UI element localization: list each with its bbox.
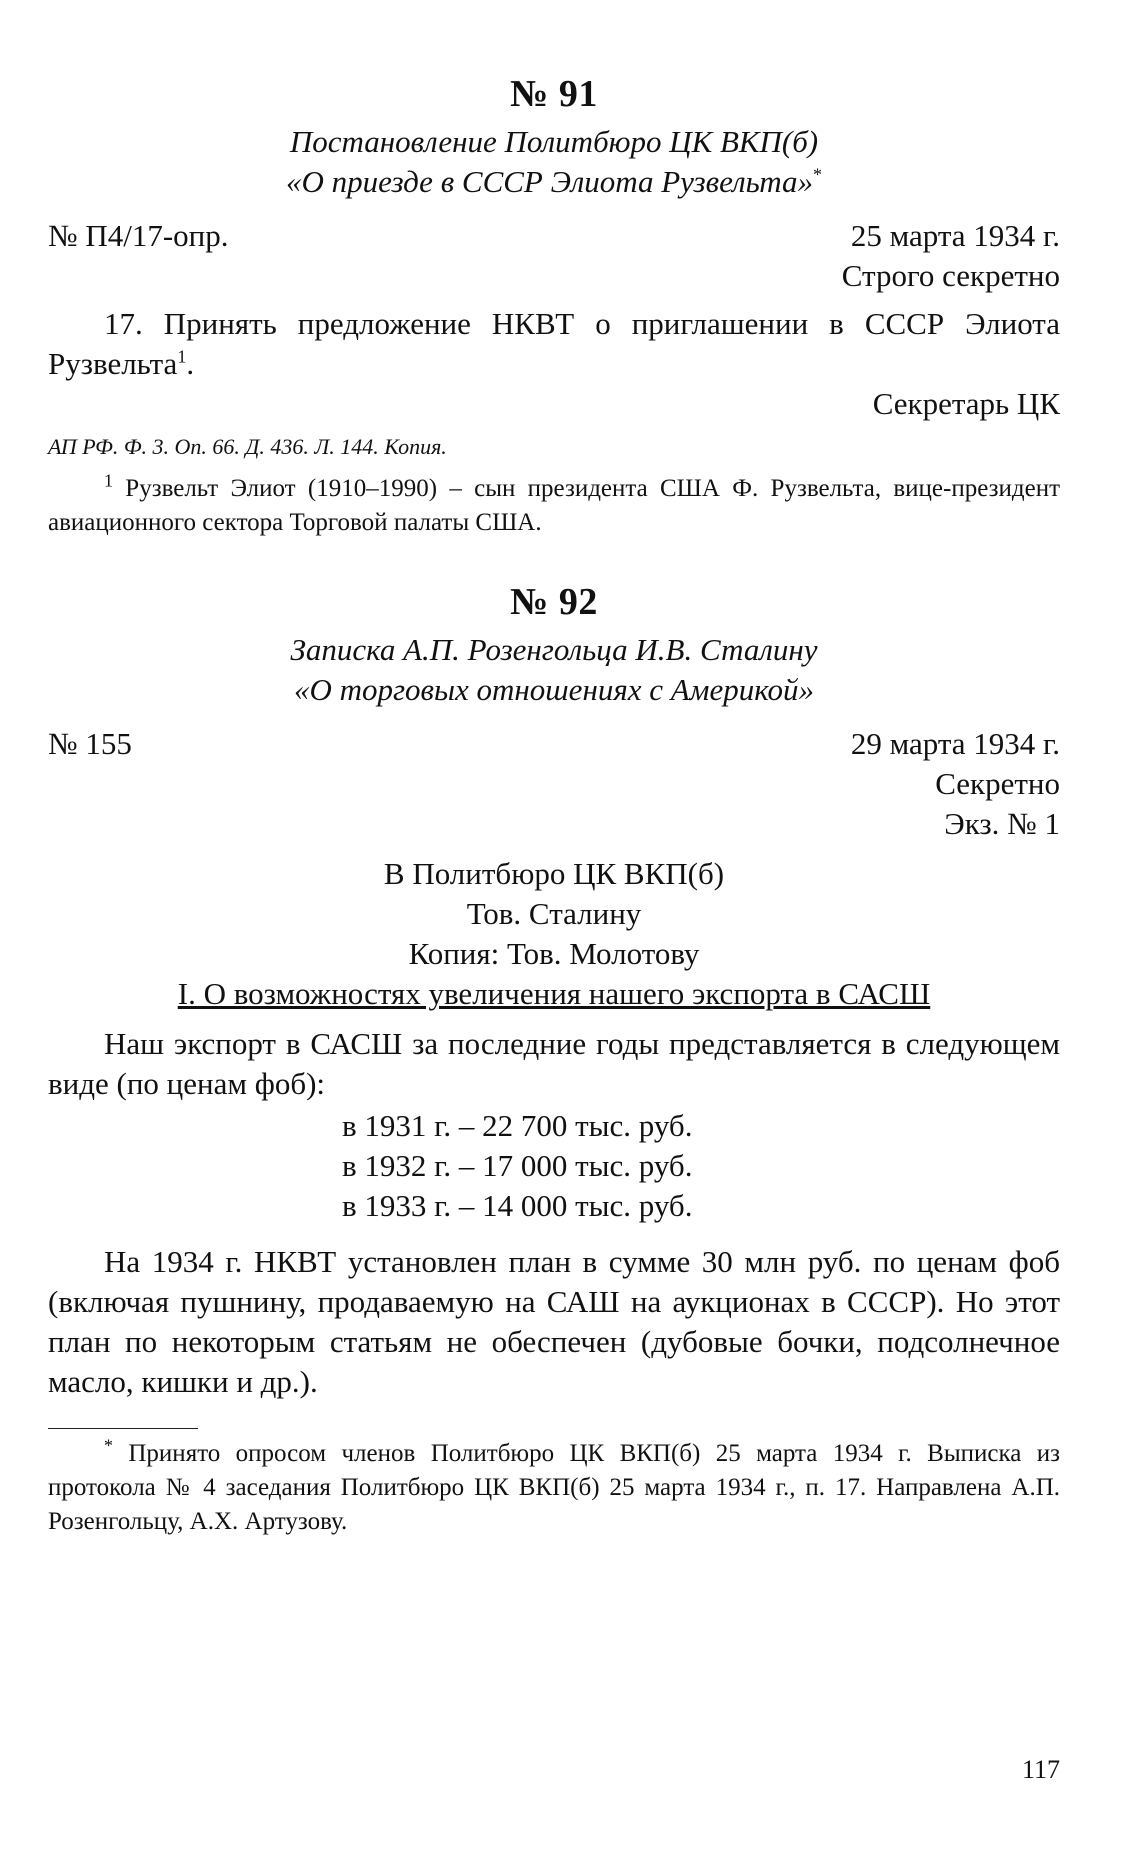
doc-92-addressee3: Копия: Тов. Молотову xyxy=(408,936,700,971)
doc-91-footnote-text: Рузвельт Элиот (1910–1990) – сын президента США Ф. Рузвельта, вице-президент авиационного сектора Торговой палаты США. xyxy=(48,475,1060,536)
doc-92-date: 29 марта 1934 г. xyxy=(850,726,1060,761)
doc-91-body-footnote-mark: 1 xyxy=(177,346,187,367)
document-page xyxy=(48,58,1060,1798)
section-heading-text: I. О возможностях увеличения нашего экспорта в САСШ xyxy=(177,976,931,1011)
doc-91-title xyxy=(48,122,1060,202)
doc-92-classification: Секретно xyxy=(935,766,1060,801)
doc-91-body-end: . xyxy=(186,346,195,381)
doc-91-footnote-mark: 1 xyxy=(104,470,113,491)
doc-92-meta xyxy=(48,724,1060,764)
footnote-divider xyxy=(48,1428,198,1429)
doc-91-title-text: «О приезде в СССР Элиота Рузвельта» xyxy=(285,164,814,199)
doc-92-title-line2: «О торговых отношениях с Америкой» xyxy=(293,672,815,707)
doc-91-body-text: 17. Принять предложение НКВТ о приглашении в СССР Элиота Рузвельта xyxy=(48,306,1060,381)
doc-91-meta xyxy=(48,216,1060,256)
doc-91-title-line2 xyxy=(48,162,1060,202)
doc-92-section-heading xyxy=(48,974,1060,1014)
doc-91-number: № 91 xyxy=(510,73,598,115)
doc-91-signature: Секретарь ЦК xyxy=(872,386,1060,421)
doc-92-ref: № 155 xyxy=(48,726,132,761)
doc-92-copy: Экз. № 1 xyxy=(944,806,1060,841)
doc-92-title xyxy=(48,630,1060,710)
doc-91-title-mark: * xyxy=(813,164,823,185)
doc-92-addressee2: Тов. Сталину xyxy=(466,896,642,931)
page-footnote-mark: * xyxy=(104,1435,113,1456)
doc-91-date: 25 марта 1934 г. xyxy=(850,218,1060,253)
page-footnote xyxy=(48,1437,1060,1539)
doc-92-para2: На 1934 г. НКВТ установлен план в сумме 30 млн руб. по ценам фоб (включая пушнину, продаваемую на САШ на аукционах в СССР). Но этот план по некоторым статьям не обеспечен (дубовые бочки, подсолнечное масло, кишки и др.). xyxy=(48,1244,1060,1399)
doc-92-number: № 92 xyxy=(510,581,598,623)
list-item: в 1931 г. – 22 700 тыс. руб. xyxy=(342,1108,693,1143)
page-number: 117 xyxy=(1021,1755,1060,1784)
export-list xyxy=(48,1106,1060,1226)
doc-91-title-line1: Постановление Политбюро ЦК ВКП(б) xyxy=(289,124,819,159)
doc-91-archive: АП РФ. Ф. 3. Оп. 66. Д. 436. Л. 144. Копия. xyxy=(48,434,447,459)
doc-91-ref: № П4/17-опр. xyxy=(48,218,229,253)
doc-92-addressee1: В Политбюро ЦК ВКП(б) xyxy=(383,856,725,891)
doc-91-classification: Строго секретно xyxy=(841,258,1060,293)
page-footnote-text: Принято опросом членов Политбюро ЦК ВКП(б) 25 марта 1934 г. Выписка из протокола № 4 заседания Политбюро ЦК ВКП(б) 25 марта 1934 г., п. 17. Направлена А.П. Розенгольцу, А.Х. Артузову. xyxy=(48,1440,1060,1535)
doc-91-footnote xyxy=(48,472,1060,540)
doc-91-body xyxy=(48,304,1060,384)
list-item: в 1933 г. – 14 000 тыс. руб. xyxy=(342,1188,693,1223)
list-item: в 1932 г. – 17 000 тыс. руб. xyxy=(342,1148,693,1183)
doc-92-para1: Наш экспорт в САСШ за последние годы представляется в следующем виде (по ценам фоб): xyxy=(48,1026,1060,1101)
doc-92-title-line1: Записка А.П. Розенгольца И.В. Сталину xyxy=(290,632,818,667)
